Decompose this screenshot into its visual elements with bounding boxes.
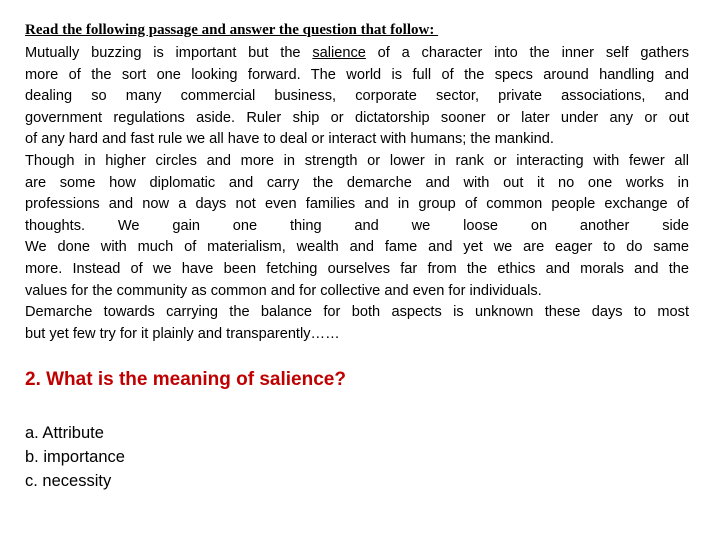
answer-options [25,421,125,493]
passage-line [25,43,689,65]
passage-line: Though in higher circles and more in strength or lower in rank or interacting with fewer all [25,152,689,169]
passage-text: of a character into the inner self gathers [365,45,689,61]
option-c[interactable]: c. necessity [25,472,112,490]
passage-line: thoughts. We gain one thing and we loose on another side [25,217,689,234]
passage-line: We done with much of materialism, wealth and fame and yet we are eager to do same [25,239,689,256]
passage-line: dealing so many commercial business, corporate sector, private associations, and [25,88,689,105]
option-a[interactable]: a. Attribute [25,424,104,442]
passage-line: more. Instead of we have been fetching ourselves far from the ethics and morals and the [25,260,689,277]
passage-line: government regulations aside. Ruler ship or dictatorship sooner or later under any or out [25,109,689,126]
keyword-salience: salience [312,45,366,61]
passage [25,43,689,345]
instruction-heading: Read the following passage and answer the question that follow: [25,22,439,38]
passage-line: are some how diplomatic and carry the demarche and with out it no one works in [25,174,689,191]
passage-line: values for the community as common and for collective and even for individuals. [25,282,542,299]
passage-line: more of the sort one looking forward. The world is full of the specs around handling and [25,66,689,83]
option-b[interactable]: b. importance [25,448,125,466]
passage-line: of any hard and fast rule we all have to deal or interact with humans; the mankind. [25,131,554,148]
question-text: 2. What is the meaning of salience? [25,369,346,390]
passage-line: but yet few try for it plainly and transparently…… [25,325,340,342]
passage-text: Mutually buzzing is important but the [25,45,313,61]
passage-line: professions and now a days not even families and in group of common people exchange of [25,196,689,213]
passage-line: Demarche towards carrying the balance for both aspects is unknown these days to most [25,304,689,321]
